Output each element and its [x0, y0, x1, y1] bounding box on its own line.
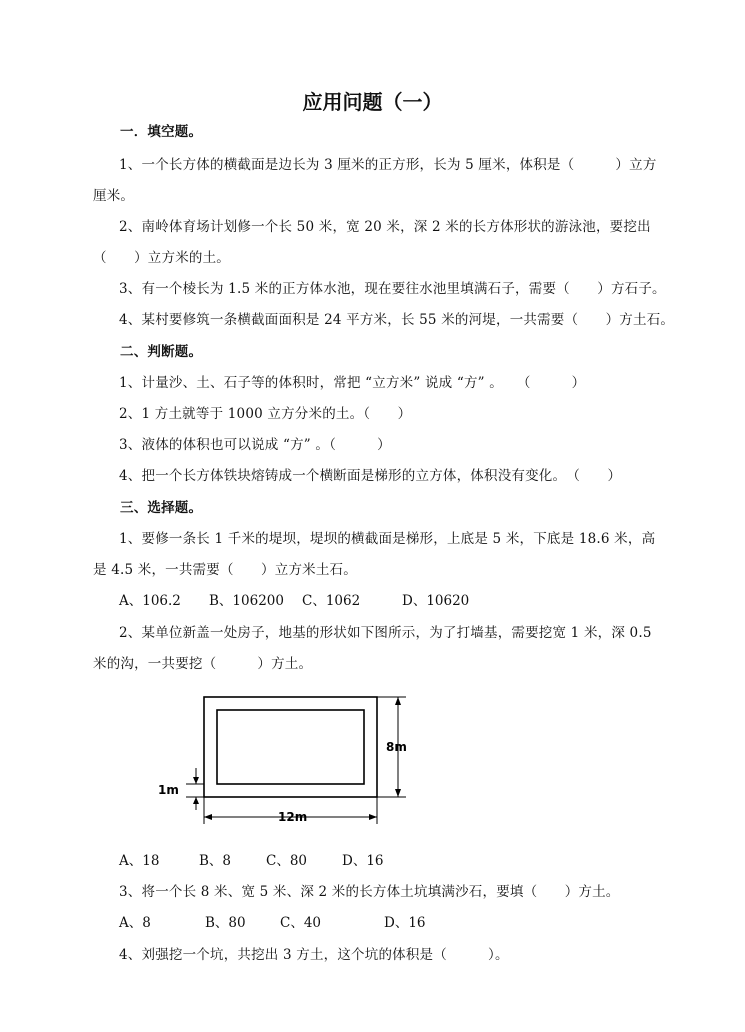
judge-q4: 4、把一个长方体铁块熔铸成一个横断面是梯形的立方体，体积没有变化。 （ ）	[119, 468, 622, 484]
choice-q1-option-c: C、1062	[302, 593, 361, 609]
choice-q1-line1: 1、要修一条长 1 千米的堤坝，堤坝的横截面是梯形，上底是 5 米，下底是 18.6 米，高	[119, 531, 656, 547]
choice-q2-option-d: D、16	[342, 853, 384, 869]
choice-q3-option-b: B、80	[205, 915, 246, 931]
gap-arrow-up	[193, 797, 199, 804]
choice-q1-option-b: B、106200	[209, 593, 284, 609]
fill-q1-line2: 厘米。	[93, 188, 135, 204]
choice-q1-option-d: D、10620	[402, 593, 470, 609]
judge-q3: 3、液体的体积也可以说成 “方” 。（ ）	[119, 437, 391, 453]
foundation-diagram	[150, 688, 420, 828]
choice-q2-option-c: C、80	[266, 853, 308, 869]
fill-q1-line1: 1、一个长方体的横截面是边长为 3 厘米的正方形，长为 5 厘米，体积是（ ）立方	[119, 157, 657, 173]
judge-q1: 1、计量沙、土、石子等的体积时，常把 “立方米” 说成 “方” 。 （ ）	[119, 375, 586, 391]
section-fill-heading: 一．填空题。	[120, 124, 203, 140]
height-arrow-up	[395, 697, 401, 705]
choice-q4: 4、刘强挖一个坑，共挖出 3 方土，这个坑的体积是（ ）。	[119, 947, 509, 963]
fill-q2-line1: 2、南岭体育场计划修一个长 50 米，宽 20 米，深 2 米的长方体形状的游泳池，要挖出	[119, 219, 651, 235]
inner-rectangle	[217, 710, 364, 784]
height-arrow-down	[395, 789, 401, 797]
fill-q2-line2: （ ）立方米的土。	[93, 250, 230, 266]
choice-q3-option-d: D、16	[384, 915, 426, 931]
gap-arrow-down	[193, 777, 199, 784]
choice-q3: 3、将一个长 8 米、宽 5 米、深 2 米的长方体土坑填满沙石，要填（ ）方土。	[119, 884, 620, 900]
judge-q2: 2、1 方土就等于 1000 立方分米的土。（ ）	[119, 406, 412, 422]
choice-q3-option-c: C、40	[280, 915, 322, 931]
choice-q2-line1: 2、某单位新盖一处房子，地基的形状如下图所示，为了打墙基，需要挖宽 1 米，深 0.5	[119, 625, 652, 641]
fill-q4: 4、某村要修筑一条横截面面积是 24 平方米，长 55 米的河堤，一共需要（ ）方土石。	[119, 312, 675, 328]
fill-q3: 3、有一个棱长为 1.5 米的正方体水池，现在要往水池里填满石子，需要（ ）方石子。	[119, 281, 666, 297]
gap-label: 1m	[158, 783, 179, 797]
choice-q2-option-a: A、18	[119, 853, 160, 869]
choice-q1-option-a: A、106.2	[119, 593, 181, 609]
width-arrow-left	[204, 814, 212, 820]
page-title: 应用问题（一）	[302, 90, 443, 114]
height-label: 8m	[386, 740, 407, 754]
width-label: 12m	[278, 810, 308, 824]
outer-rectangle	[204, 697, 377, 797]
choice-q2-option-b: B、8	[199, 853, 232, 869]
choice-q3-option-a: A、8	[119, 915, 151, 931]
choice-q2-line2: 米的沟，一共要挖（ ）方土。	[93, 656, 313, 672]
section-judge-heading: 二、判断题。	[120, 344, 203, 360]
section-choice-heading: 三、选择题。	[120, 500, 203, 516]
choice-q1-line2: 是 4.5 米，一共需要（ ）立方米土石。	[93, 562, 357, 578]
width-arrow-right	[369, 814, 377, 820]
